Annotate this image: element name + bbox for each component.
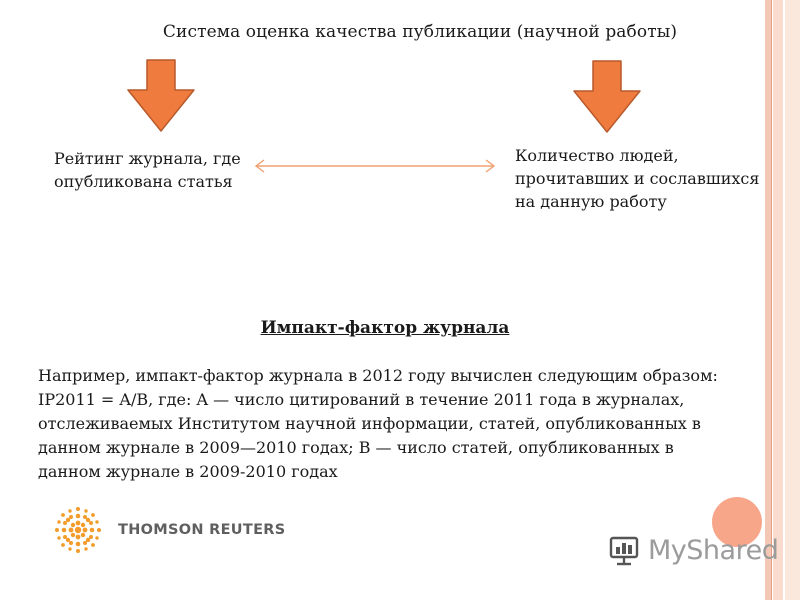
side-stripe-line	[771, 0, 772, 600]
double-arrow-icon	[253, 158, 497, 174]
myshared-wordmark: MyShared	[648, 534, 779, 566]
myshared-logo	[608, 534, 778, 566]
side-stripe-2	[773, 0, 783, 600]
down-arrow-icon	[571, 59, 643, 135]
thomson-reuters-logo-icon	[52, 504, 104, 556]
slide-title: Система оценка качества публикации (научной работы)	[162, 22, 678, 42]
down-arrow-icon	[125, 58, 197, 134]
thomson-reuters-wordmark: THOMSON REUTERS	[118, 522, 286, 538]
impact-factor-heading: Импакт-фактор журнала	[260, 318, 510, 338]
journal-rating-text: Рейтинг журнала, где опубликована статья	[54, 149, 241, 191]
impact-factor-example: Например, импакт-фактор журнала в 2012 году вычислен следующим образом: IP2011 = A/B, где: A — число цитирований в течение 2011 года в журналах, отслеживаемых Институтом научной информации, статей, опубликованных в данном журнале в 2009—2010 годах; B — число статей, опубликованных в данном журнале в 2009-2010 годах	[38, 366, 718, 481]
myshared-logo-icon	[608, 534, 642, 566]
side-stripe-3	[785, 0, 800, 600]
citations-count-text: Количество людей, прочитавших и сославшихся на данную работу	[515, 146, 760, 211]
thomson-reuters-logo	[52, 504, 285, 556]
